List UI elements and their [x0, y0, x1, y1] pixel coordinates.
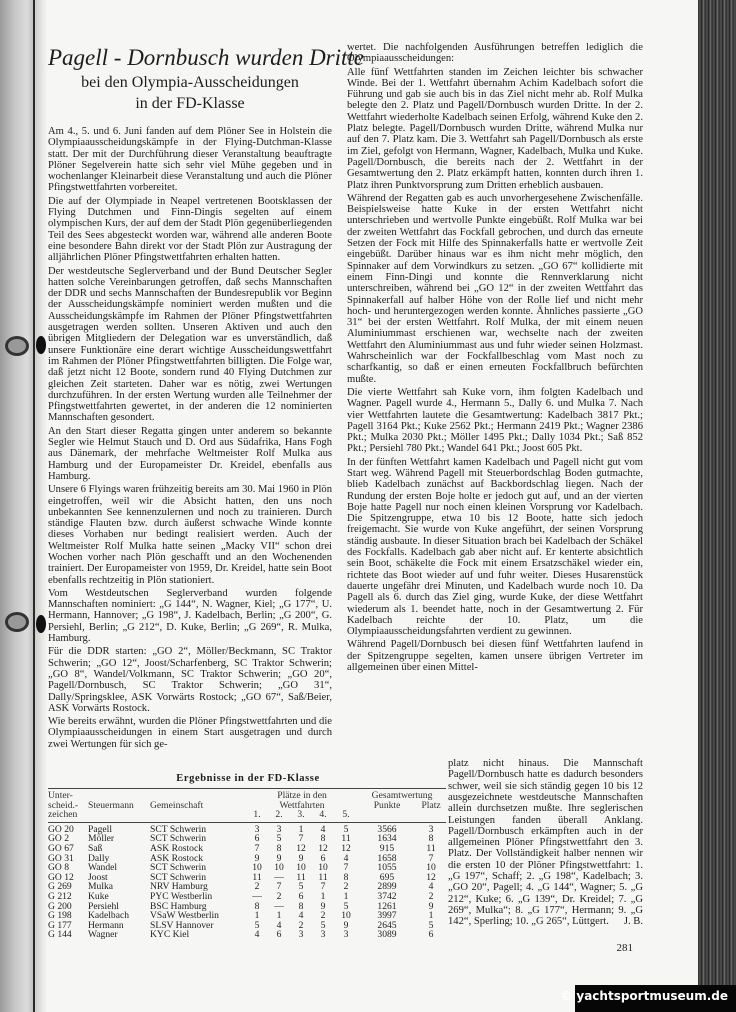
cell-race-place: 11: [252, 872, 262, 883]
cell-helmsman: Möller: [88, 834, 115, 844]
header-races: Plätze in den: [277, 790, 327, 802]
cell-race-place: 11: [341, 834, 351, 844]
magazine-page: [48, 42, 643, 955]
cell-race-place: 4: [320, 824, 326, 835]
cell-race-place: 5: [254, 920, 260, 931]
cell-code: G 212: [48, 891, 72, 902]
table-row: [48, 825, 446, 835]
punch-hole: [36, 615, 46, 633]
cell-race-place: 10: [252, 863, 262, 873]
author-signature: J. B.: [623, 916, 643, 928]
paragraph: wertet. Die nachfolgenden Ausführungen betreffen lediglich die Olympiaausscheidungen:: [347, 42, 643, 65]
cell-club: SCT Schwerin: [150, 834, 207, 844]
cell-race-place: 10: [274, 863, 284, 873]
cell-race-place: 5: [343, 901, 349, 912]
header-points: Punkte: [373, 799, 401, 811]
left-column-text: [48, 126, 332, 750]
cell-helmsman: Pagell: [88, 824, 112, 835]
cell-race-place: 9: [320, 901, 326, 912]
cell-race-place: 6: [254, 834, 260, 844]
article-title: Pagell - Dornbusch wurden Dritte: [48, 45, 365, 70]
paragraph-text: platz nicht hinaus. Die Mannschaft Pagell/Dornbusch hatte es dadurch besonders schwer, weil sie sich ständig gegen 10 bis 12 ausgezeichnete westdeutsche Mannschaften allein durchsetzen mußte. Ihre seglerischen Leistungen fanden überall Anklang. Pagell/Dornbusch erkämpften auch in der allgemeinen Plöner Pfingstwettfahrt den 3. Platz. Der Vollständigkeit halber nennen wir die ersten 10 der Plöner Pfingstwettfahrt: 1. „G 197“, Schaff; 2. „G 198“, Kadelbach; 3. „GO 20“, Pagell; 4. „G 144“, Wagner; 5. „G 212“, Kuke; 6. „G 139“, Dr. Kreidel; 7. „G 269“, Mulka“; 8. „G 177“, Hermann; 9. „G 142“, Sperling; 10. „G 265“, Lüttgert.: [448, 758, 643, 928]
cell-points: 695: [379, 872, 395, 883]
cell-race-place: 4: [298, 911, 304, 921]
table-row: [48, 930, 446, 940]
cell-race-place: 4: [276, 920, 282, 931]
punch-hole: [5, 612, 29, 632]
cell-code: G 269: [48, 882, 72, 892]
paragraph: [448, 758, 643, 927]
cell-race-place: 11: [296, 872, 306, 883]
cell-race-place: 3: [320, 930, 326, 940]
cell-race-place: 9: [343, 920, 349, 931]
table-row: [48, 873, 446, 883]
cell-points: 3089: [377, 930, 397, 940]
cell-race-place: 7: [298, 834, 304, 844]
cell-race-place: 5: [320, 920, 326, 931]
results-table: [48, 791, 446, 820]
punch-hole: [5, 336, 29, 356]
cell-overall-place: 2: [428, 891, 434, 902]
results-table-title: Ergebnisse in der FD-Klasse: [176, 773, 320, 785]
cell-race-place: 12: [296, 844, 306, 854]
cell-race-place: 1: [254, 911, 260, 921]
paragraph: Der westdeutsche Seglerverband und der Bund Deutscher Segler hatten solche Vereinbarungen getroffen, daß sechs Mannschaften der DDR und sechs Mannschaften der Bundesrepublik vor Beginn der Ausscheidungskämpfe nominiert werden mußten und die Ausscheidungskämpfe im Rahmen der Plöner Pfingstwettfahrten ausgetragen werden sollten. Unseren Aktiven und auch den übrigen Mitgliedern der Delegation war es unverständlich, daß unsere Funktionäre eine derart wichtige Ausscheidungswettfahrt im Rahmen der Plöner Pfingstwettfahrten billigten. Die Folge war, daß jetzt nicht 12 Boote, sondern rund 40 Flying Dutchmen zur gleichen Zeit starteten. Daher war es nötig, zwei Wertungen durchzuführen. In der ersten Wertung wurden alle Teilnehmer der Pfingstwettfahrten gewertet, in der anderen die 12 nominierten Mannschaften gesondert.: [48, 265, 332, 424]
results-table-body-table: [48, 825, 446, 940]
header-code: zeichen: [48, 809, 78, 821]
cell-overall-place: 11: [426, 844, 436, 854]
cell-race-place: 1: [276, 911, 282, 921]
article-header: [48, 44, 365, 114]
table-rule-header: [48, 822, 446, 823]
punch-hole: [36, 336, 46, 354]
paragraph: Während Pagell/Dornbusch bei diesen fünf Wettfahrten laufend in der Spitzengruppe segelten, kamen unsere übrigen Vertreter im allgemeinen über einen Mittel-: [347, 639, 643, 674]
cell-race-place: 3: [254, 824, 260, 835]
cell-race-place: 9: [254, 853, 260, 864]
cell-race-place: 11: [318, 872, 328, 883]
cell-race-place: 7: [320, 882, 326, 892]
cell-points: 2645: [377, 920, 397, 931]
cell-points: 1658: [377, 853, 397, 864]
cell-overall-place: 6: [428, 930, 434, 940]
cell-helmsman: Saß: [88, 844, 103, 854]
cell-race-place: 1: [320, 891, 326, 902]
cell-race-place: 6: [298, 891, 304, 902]
paragraph: Am 4., 5. und 6. Juni fanden auf dem Plöner See in Holstein die Olympiaausscheidungskämpfe in der Flying-Dutchman-Klasse statt. Der mit der Durchführung dieser Veranstaltung beauftragte Plöner Segelverein hatte sich sehr viel Mühe gegeben und in wochenlanger Kleinarbeit diese Veranstaltung und auch die Plöner Pfingstwettfahrten vorbereitet.: [48, 126, 332, 194]
cell-code: GO 67: [48, 844, 74, 854]
cell-overall-place: 10: [426, 863, 436, 873]
cell-race-place: 9: [276, 853, 282, 864]
cell-code: G 198: [48, 911, 72, 921]
cell-helmsman: Kadelbach: [88, 911, 130, 921]
cell-race-place: 8: [320, 834, 326, 844]
header-code: Unter-: [48, 790, 73, 802]
table-row: [48, 911, 446, 921]
cell-overall-place: 4: [428, 882, 434, 892]
cell-race-place: 2: [343, 882, 349, 892]
cell-code: GO 8: [48, 863, 70, 873]
table-row: [48, 902, 446, 912]
table-row: [48, 892, 446, 902]
cell-helmsman: Hermann: [88, 920, 124, 931]
cell-race-place: 10: [296, 863, 306, 873]
cell-code: GO 20: [48, 824, 74, 835]
table-rule-top: [48, 788, 446, 789]
cell-race-place: 2: [298, 920, 304, 931]
cell-club: BSC Hamburg: [150, 901, 207, 912]
cell-race-place: 8: [254, 901, 260, 912]
cell-race-place: 10: [318, 863, 328, 873]
cell-race-place: 7: [343, 863, 349, 873]
cell-club: PYC Westberlin: [150, 891, 213, 902]
paragraph: Während der Regatten gab es auch unvorhergesehene Zwischenfälle. Beispielsweise hatte Kuke in der ersten Wettfahrt nicht unterschrieben und wertvolle Punkte eingebüßt. Rolf Mulka war bei der zweiten Wettfahrt das Fockfall gebrochen, und durch das erneute Setzen der Fock mit Hilfe des Spinnakerfalls hatte er wertvolle Zeit eingebüßt. Darüber hinaus war es ihm nicht mehr möglich, den Spinnaker auf dem Vorwindkurs zu setzen. „GO 67“ kollidierte mit einem Finn-Dingi und konnte die Rennverklarung nicht unterschreiben, während bei „GO 12“ in der zweiten Wettfahrt das Spinnakerfall auf halber Höhe von der Rolle lief und nicht mehr hoch- und heruntergezogen werden konnte. Ähnliches passierte „GO 31“ bei der ersten Wettfahrt. Rolf Mulka, der mit einem neuen Aluminiummast erschienen war, wechselte nach der zweiten Wettfahrt den Aluminiummast aus und fuhr wieder seinen Holzmast. Wahrscheinlich war der Fockfallbeschlag vom Mast noch zu scharfkantig, so daß er einen erneuten Fockfallbruch befürchten mußte.: [347, 192, 643, 385]
cell-overall-place: 1: [428, 911, 434, 921]
paragraph: Vom Westdeutschen Seglerverband wurden folgende Mannschaften nominiert: „G 144“, N. Wagner, Kiel; „G 177“, U. Hermann, Hannover; „G 198“, J. Kadelbach, Berlin; „G 200“, G. Persiehl, Berlin; „G 212“, D. Kuke, Berlin; „G 269“, R. Mulka, Hamburg.: [48, 587, 332, 645]
cell-race-place: 8: [343, 872, 349, 883]
cell-club: NRV Hamburg: [150, 882, 208, 892]
cell-race-place: 5: [343, 824, 349, 835]
table-row: [48, 844, 446, 854]
header-overall: Gesamtwertung: [371, 790, 433, 802]
header-helmsman: Steuermann: [88, 799, 134, 811]
cell-club: ASK Rostock: [150, 853, 204, 864]
cell-club: SCT Schwerin: [150, 863, 207, 873]
cell-overall-place: 3: [428, 824, 434, 835]
cell-overall-place: 12: [426, 872, 436, 883]
header-club: Gemeinschaft: [150, 799, 204, 811]
paragraph: Wie bereits erwähnt, wurden die Plöner Pfingstwettfahrten und die Olympiaausscheidungen in einem Start ausgetragen und durch zwei Wertungen für sich ge-: [48, 716, 332, 750]
cell-helmsman: Joost: [88, 872, 108, 883]
cell-race-place: 7: [254, 844, 260, 854]
cell-race-place: 3: [298, 930, 304, 940]
paragraph: Für die DDR starten: „GO 2“, Möller/Beckmann, SC Traktor Schwerin; „GO 12“, Joost/Scharfenberg, SC Traktor Schwerin; „GO 8“, Wandel/Volkmann, SC Traktor Schwerin; „GO 20“, Pagell/Dornbusch, SC Traktor Schwerin; „GO 31“, Dally/Springsklee, ASK Vorwärts Rostock; „GO 67“, Saß/Beier, ASK Vorwärts Rostock.: [48, 646, 332, 714]
table-row: [48, 921, 446, 931]
left-column: [48, 42, 365, 752]
cell-points: 1261: [377, 901, 397, 912]
cell-race-place: 12: [341, 844, 351, 854]
cell-race-place: 6: [320, 853, 326, 864]
article-columns: [48, 42, 643, 752]
cell-points: 3566: [377, 824, 397, 835]
cell-points: 3742: [377, 891, 397, 902]
book-edge: [698, 0, 736, 1012]
cell-points: 1055: [377, 863, 397, 873]
cell-code: G 144: [48, 930, 72, 940]
cell-code: G 177: [48, 920, 72, 931]
table-row: [48, 854, 446, 864]
cell-race-place: 2: [320, 911, 326, 921]
header-races: Wettfahrten: [279, 799, 325, 811]
cell-race-place: 8: [276, 844, 282, 854]
cell-code: GO 2: [48, 834, 70, 844]
cell-helmsman: Persiehl: [88, 901, 119, 912]
header-race-number: 4.: [319, 809, 327, 821]
paragraph: Die vierte Wettfahrt sah Kuke vorn, ihm folgten Kadelbach und Wagner. Pagell wurde 4., Hermann 5., Dally 6. und Mulka 7. Nach vier Wettfahrten lautete die Gesamtwertung: Kadelbach 3817 Pkt.; Pagell 3164 Pkt.; Kuke 2562 Pkt.; Hermann 2419 Pkt.; Wagner 2386 Pkt.; Mulka 2030 Pkt.; Möller 1495 Pkt.; Dally 1034 Pkt.; Saß 852 Pkt.; Persiehl 780 Pkt.; Wandel 641 Pkt.; Joost 605 Pkt.: [347, 386, 643, 455]
binding-edge: [0, 0, 34, 1012]
table-row: [48, 882, 446, 892]
cell-overall-place: 7: [428, 853, 434, 864]
cell-race-place: 3: [276, 824, 282, 835]
cell-race-place: 1: [343, 891, 349, 902]
paragraph: In der fünften Wettfahrt kamen Kadelbach und Pagell nicht gut vom Start weg. Während Pagell mit Steuerbordschlag Boden gutmachte, blieb Kadelbach zunächst auf Backbordschlag liegen. Nach der Rundung der ersten Boje holte er jedoch gut auf, und an der vierten Boje hatte Pagell nur noch einen kleinen Vorsprung vor Kadelbach. Die Spitzengruppe, etwa 10 bis 12 Boote, hatte sich jedoch freigemacht. Sie wurde von Kuke angeführt, der seinen Vorsprung ständig ausbaute. In dieser Situation brach bei Kadelbach der Schäkel des Fockfalls. Kadelbach gab aber nicht auf. Er kenterte absichtlich sein Boot, schäkelte die Fock mit einem Ersatzschäkel wieder ein, richtete das Boot wieder auf und fuhr weiter. Dieses Husarenstück dauerte ungefähr drei Minuten, und Kadelbach wurde noch 10. Da Pagell als 6. durch das Ziel ging, wurde Kuke, der diese Wettfahrt wiederum als 1. beendet hatte, noch in der Gesamtwertung 2. Für Kadelbach reichte der 10. Platz, um die Olympiaausscheidungsfahrten verdient zu gewinnen.: [347, 456, 643, 638]
cell-race-place: 6: [276, 930, 282, 940]
cell-points: 915: [379, 844, 395, 854]
right-column: [347, 42, 643, 675]
cell-race-place: 3: [343, 930, 349, 940]
article-subtitle: in der FD-Klasse: [135, 95, 245, 112]
results-table-body: [48, 825, 446, 940]
article-subtitle: bei den Olympia-Ausscheidungen: [81, 74, 299, 91]
cell-points: 3997: [377, 911, 397, 921]
cell-race-place: 4: [254, 930, 260, 940]
right-column-narrow: [448, 758, 643, 955]
page-gutter-shadow: [35, 0, 47, 1012]
cell-code: G 200: [48, 901, 72, 912]
header-code: scheid.-: [48, 799, 79, 811]
page-number: 281: [616, 942, 633, 955]
cell-race-place: —: [274, 872, 284, 883]
cell-race-place: —: [252, 891, 262, 902]
cell-helmsman: Kuke: [88, 891, 109, 902]
cell-race-place: 8: [298, 901, 304, 912]
cell-points: 1634: [377, 834, 397, 844]
cell-race-place: 2: [276, 891, 282, 902]
cell-race-place: 9: [298, 853, 304, 864]
cell-helmsman: Mulka: [88, 882, 114, 892]
cell-race-place: 12: [318, 844, 328, 854]
cell-overall-place: 8: [428, 834, 434, 844]
header-race-number: 2.: [275, 809, 283, 821]
paragraph: Alle fünf Wettfahrten standen im Zeichen leichter bis schwacher Winde. Bei der 1. Wettfahrt übernahm Achim Kadelbach sofort die Führung und gab sie auch bis in das Ziel nicht mehr ab. Rolf Mulka belegte den 2. Platz und Pagell/Dornbusch wurden Dritte. In der 2. Wettfahrt wiederholte Kadelbach seinen Erfolg, während Kuke den 2. Platz belegte. Pagell/Dornbusch wurden Dritte, während Mulka nur auf den 7. Platz kam. Die 3. Wettfahrt sah Pagell/Dornbusch als erste im Ziel, gefolgt von Hermann, Wagner, Kadelbach, Mulka und Kuke. Pagell/Dornbusch, die bereits nach der 2. Wettfahrt in der Gesamtwertung den 2. Platz erkämpft hatten, konnten durch ihren 1. Platz ihren Punktvorsprung zum Dritten erheblich ausbauen.: [347, 66, 643, 191]
cell-race-place: 1: [298, 824, 304, 835]
cell-helmsman: Dally: [88, 853, 110, 864]
results-table-block: [48, 758, 448, 942]
cell-race-place: —: [274, 901, 284, 912]
cell-race-place: 4: [343, 853, 349, 864]
watermark: © yachtsportmuseum.de: [560, 989, 728, 1003]
cell-race-place: 7: [276, 882, 282, 892]
cell-helmsman: Wagner: [88, 930, 118, 940]
paragraph: Die auf der Olympiade in Neapel vertretenen Bootsklassen der Flying Dutchmen und Finn-Dingis segelten auf einem olympischen Kurs, der auf dem der Stadt Plön gegenüberliegenden Teil des Sees abgesteckt worden war, während alle anderen Boote eine besondere Bahn direkt vor der Stadt Plön zur Austragung der alljährlichen Plöner Pfingstwettfahrten erhalten hatten.: [48, 195, 332, 264]
table-row: [48, 863, 446, 873]
header-place: Platz: [421, 799, 441, 811]
cell-code: GO 12: [48, 872, 74, 883]
cell-race-place: 2: [254, 882, 260, 892]
cell-club: SCT Schwerin: [150, 824, 207, 835]
table-and-conclusion: [48, 758, 643, 955]
cell-helmsman: Wandel: [88, 863, 118, 873]
cell-race-place: 10: [341, 911, 351, 921]
cell-club: SLSV Hannover: [150, 920, 214, 931]
table-row: [48, 834, 446, 844]
cell-club: ASK Rostock: [150, 844, 204, 854]
header-race-number: 3.: [297, 809, 305, 821]
paragraph: An den Start dieser Regatta gingen unter anderem so bekannte Segler wie Helmut Stauch und D. Ord aus Südafrika, Hans Fogh aus Dänemark, der mehrfache Weltmeister Rolf Mulka aus Hamburg und der Europameister Dr. Kreidel, ebenfalls aus Hamburg.: [48, 425, 332, 482]
cell-club: VSaW Westberlin: [150, 911, 219, 921]
cell-points: 2899: [377, 882, 397, 892]
cell-club: SCT Schwerin: [150, 872, 207, 883]
cell-overall-place: 5: [428, 920, 434, 931]
cell-code: GO 31: [48, 853, 74, 864]
cell-club: KYC Kiel: [150, 930, 190, 940]
header-race-number: 1.: [253, 809, 261, 821]
cell-overall-place: 9: [428, 901, 434, 912]
cell-race-place: 5: [276, 834, 282, 844]
cell-race-place: 5: [298, 882, 304, 892]
paragraph: Unsere 6 Flyings waren frühzeitig bereits am 30. Mai 1960 in Plön eingetroffen, weil wir die Absicht hatten, den uns noch unbekannten See kennenzulernen und noch zu trainieren. Durch ständige Flauten bzw. durch äußerst schwache Winde konnte dieses Vorhaben nur bedingt realisiert werden. Auch der Weltmeister Rolf Mulka hatte seinen „Macky VII“ schon drei Wochen vorher nach Plön geschafft und an den Wochenenden trainiert. Der Europameister von 1959, Dr. Kreidel, hatte sein Boot ebenfalls rechtzeitig in Plön stationiert.: [48, 484, 332, 586]
header-race-number: 5.: [342, 809, 350, 821]
